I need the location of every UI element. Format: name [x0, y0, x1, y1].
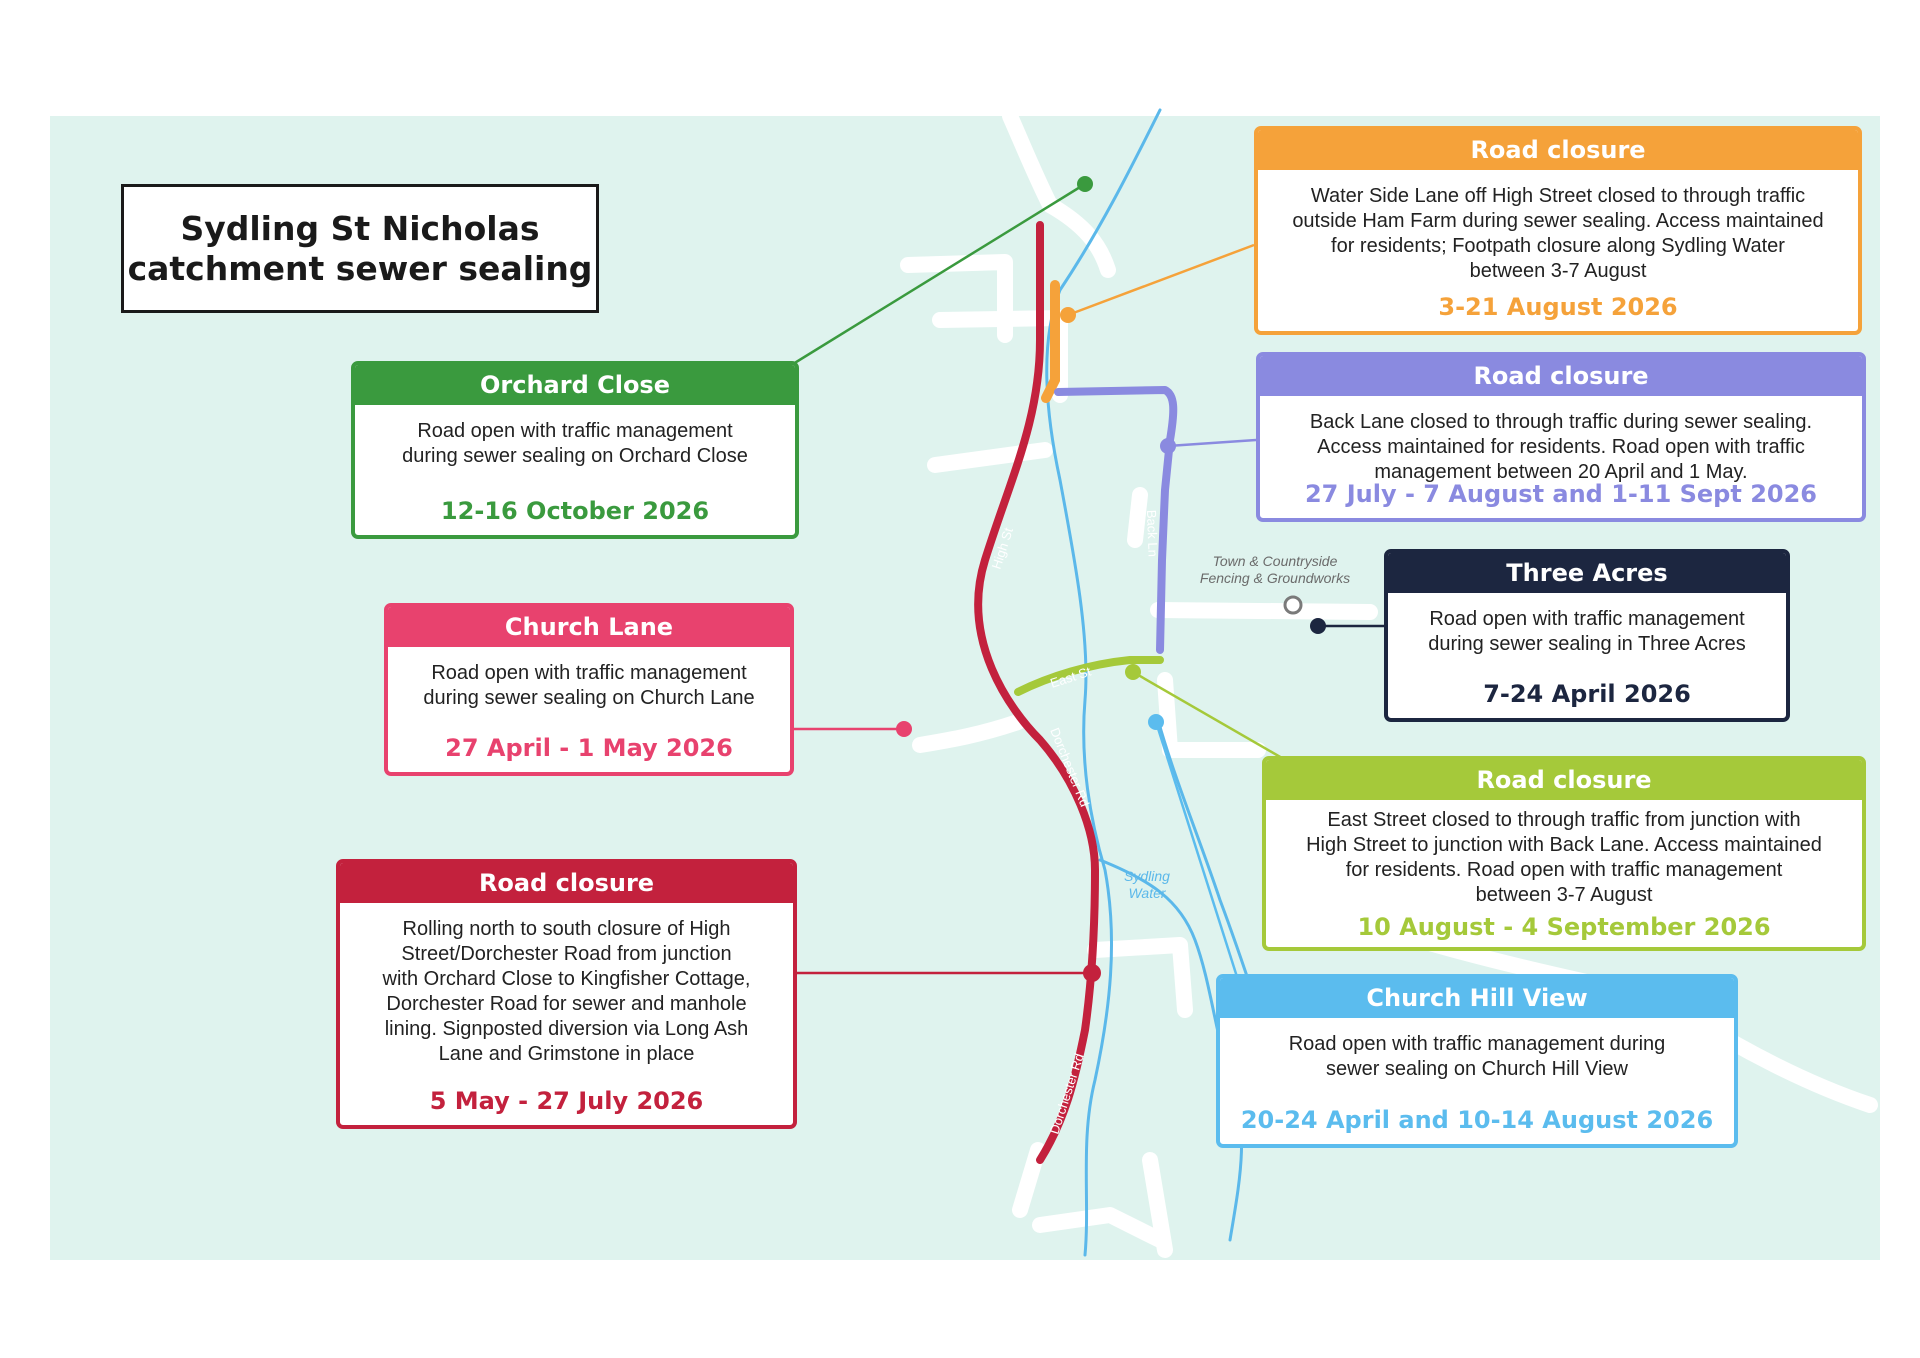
- card-high-street-closure: [336, 859, 797, 1129]
- card-body: Rolling north to south closure of High Street/Dorchester Road from junction with Orchard Close to Kingfisher Cottage, Dorchester Road for sewer and manhole lining. Signposted diversion via Long Ash Lane and Grimstone in place: [382, 918, 751, 1065]
- card-heading: Road closure: [340, 863, 793, 903]
- card-body: Back Lane closed to through traffic during sewer sealing. Access maintained for residents. Road open with traffic management between 20 April and 1 May.: [1309, 411, 1813, 483]
- card-heading: Road closure: [1258, 130, 1858, 170]
- road-north-a: [1010, 116, 1050, 205]
- card-date: 27 April - 1 May 2026: [445, 734, 733, 762]
- card-three-acres: [1384, 549, 1790, 722]
- road-church-lane: [920, 722, 1018, 745]
- card-heading: Road closure: [1260, 356, 1862, 396]
- high-street-route: [978, 225, 1095, 1160]
- card-heading: Orchard Close: [355, 365, 795, 405]
- road-south-b: [1040, 1215, 1160, 1240]
- card-date: 10 August - 4 September 2026: [1357, 913, 1771, 941]
- card-church-lane: [384, 603, 794, 776]
- label-dorchester-rd-north: Dorchester Rd: [1047, 725, 1093, 809]
- card-water-side-closure: [1254, 126, 1862, 335]
- label-high-st: High St: [988, 525, 1017, 571]
- road-east-loop: [1165, 680, 1258, 750]
- card-heading: Church Hill View: [1220, 978, 1734, 1018]
- card-heading: Road closure: [1266, 760, 1862, 800]
- page-title: Sydling St Nicholas catchment sewer sealing: [127, 208, 593, 288]
- label-sydling-water: Sydling Water: [1124, 868, 1170, 901]
- card-heading: Three Acres: [1388, 553, 1786, 593]
- card-orchard-close: [351, 361, 799, 539]
- card-church-hill-view: [1216, 974, 1738, 1148]
- card-body: Road open with traffic management during sewer sealing on Church Lane: [423, 662, 755, 709]
- card-heading: Church Lane: [388, 607, 790, 647]
- card-date: 20-24 April and 10-14 August 2026: [1240, 1106, 1714, 1134]
- card-date: 12-16 October 2026: [440, 497, 710, 525]
- card-date: 27 July - 7 August and 1-11 Sept 2026: [1304, 480, 1817, 508]
- card-body: Road open with traffic management during sewer sealing on Orchard Close: [402, 420, 748, 467]
- card-body: East Street closed to through traffic from junction with High Street to junction with Back Lane. Access maintained for residents. Road open with traffic management between 3-7 August: [1306, 809, 1822, 906]
- road-south-a: [1020, 1150, 1038, 1210]
- high-street-marker: [1083, 964, 1101, 982]
- card-body: Water Side Lane off High Street closed to through traffic outside Ham Farm during sewer sealing. Access maintained for residents; Footpath closure along Sydling Water between 3-7 August: [1292, 185, 1824, 282]
- label-back-ln: Back Ln: [1144, 509, 1161, 558]
- leader-back-lane: [1168, 440, 1256, 446]
- card-date: 5 May - 27 July 2026: [429, 1087, 704, 1115]
- orchard-close-marker: [1077, 176, 1093, 192]
- road-mid-spur: [1135, 495, 1140, 540]
- church-lane-marker: [896, 721, 912, 737]
- east-street-marker: [1125, 664, 1141, 680]
- title-box: [121, 184, 599, 313]
- card-east-street-closure: [1262, 756, 1866, 951]
- label-town-countryside: Town & Countryside Fencing & Groundworks: [1199, 553, 1351, 586]
- card-body: Road open with traffic management during sewer sealing in Three Acres: [1428, 608, 1746, 655]
- back-lane-marker: [1160, 438, 1176, 454]
- card-date: 3-21 August 2026: [1438, 293, 1678, 321]
- road-west-spur: [935, 450, 1045, 465]
- business-location-icon: [1285, 597, 1301, 613]
- church-hill-marker: [1148, 714, 1164, 730]
- label-east-st: East St: [1048, 663, 1093, 691]
- stream-branch: [1158, 720, 1255, 1000]
- road-three-acres: [1158, 610, 1370, 612]
- card-date: 7-24 April 2026: [1483, 680, 1691, 708]
- label-dorchester-rd-south: Dorchester Rd: [1046, 1051, 1087, 1136]
- water-side-marker: [1060, 307, 1076, 323]
- card-back-lane-closure: [1256, 352, 1866, 522]
- three-acres-marker: [1310, 618, 1326, 634]
- card-body: Road open with traffic management during sewer sealing on Church Hill View: [1288, 1033, 1666, 1080]
